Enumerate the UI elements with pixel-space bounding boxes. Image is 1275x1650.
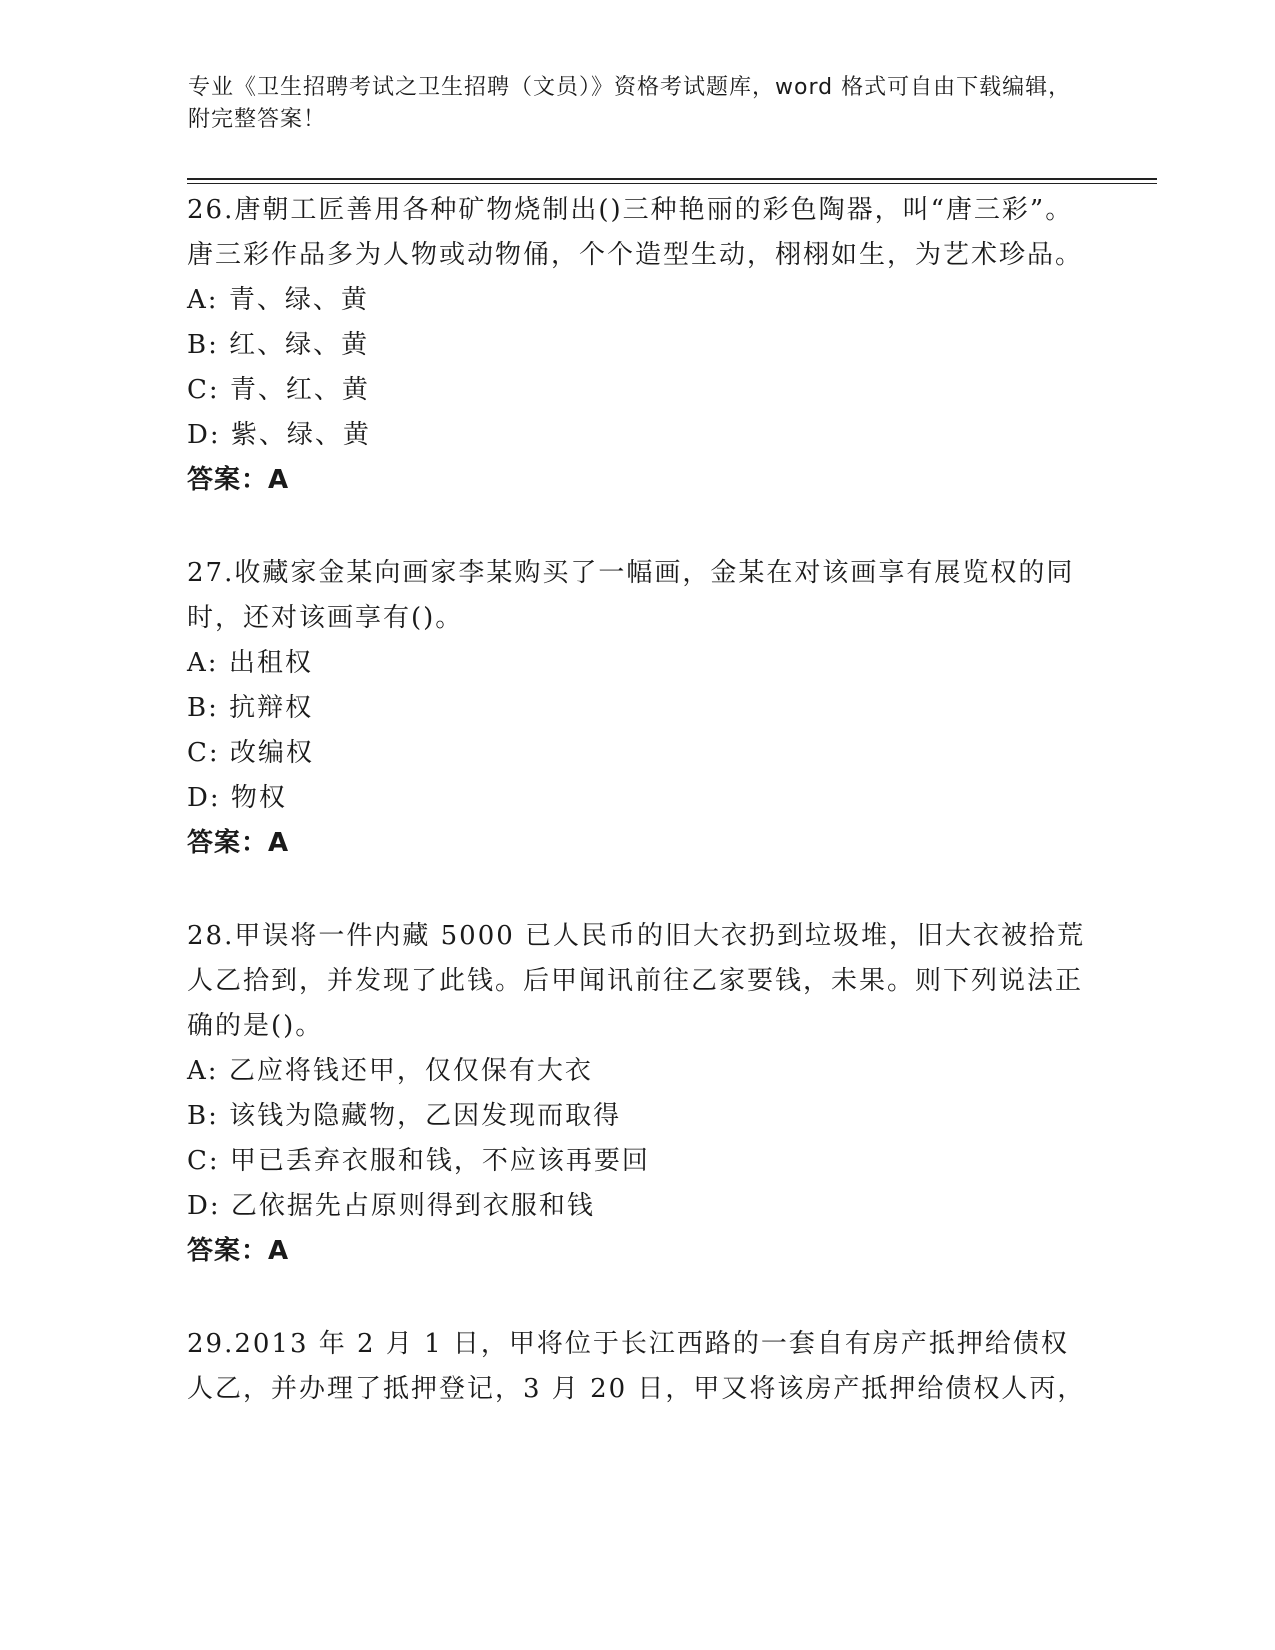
option-key: B: xyxy=(187,1101,219,1131)
option-a xyxy=(187,278,1087,323)
option-b xyxy=(187,1094,1087,1139)
option-key: D: xyxy=(187,1191,221,1221)
document-header: 专业《卫生招聘考试之卫生招聘（文员）》资格考试题库，word 格式可自由下载编辑，附完整答案！ xyxy=(188,75,1072,132)
option-text: 乙依据先占原则得到衣服和钱 xyxy=(230,1191,595,1221)
option-key: A: xyxy=(187,648,219,678)
option-d xyxy=(187,1184,1087,1229)
option-d xyxy=(187,776,1087,821)
option-key: D: xyxy=(187,420,221,450)
question-29 xyxy=(187,1322,1087,1412)
option-b xyxy=(187,323,1087,368)
option-key: C: xyxy=(187,1146,220,1176)
option-c xyxy=(187,1139,1087,1184)
option-b xyxy=(187,686,1087,731)
option-text: 甲已丢弃衣服和钱，不应该再要回 xyxy=(229,1146,650,1176)
option-text: 青、绿、黄 xyxy=(228,285,369,315)
option-text: 该钱为隐藏物，乙因发现而取得 xyxy=(229,1101,622,1131)
option-key: B: xyxy=(187,693,219,723)
option-c xyxy=(187,368,1087,413)
answer-line: 答案：A xyxy=(187,1236,290,1266)
option-text: 红、绿、黄 xyxy=(229,330,370,360)
option-text: 青、红、黄 xyxy=(229,375,370,405)
question-27 xyxy=(187,551,1087,866)
answer-line: 答案：A xyxy=(187,465,290,495)
header-divider-thin xyxy=(187,183,1157,184)
question-stem: 28.甲误将一件内藏 5000 已人民币的旧大衣扔到垃圾堆，旧大衣被拾荒人乙拾到，并发现了此钱。后甲闻讯前往乙家要钱，未果。则下列说法正确的是()。 xyxy=(187,921,1086,1041)
option-a xyxy=(187,1049,1087,1094)
question-stem: 29.2013 年 2 月 1 日，甲将位于长江西路的一套自有房产抵押给债权人乙，并办理了抵押登记，3 月 20 日，甲又将该房产抵押给债权人丙， xyxy=(187,1329,1086,1404)
option-text: 乙应将钱还甲，仅仅保有大衣 xyxy=(228,1056,593,1086)
option-a xyxy=(187,641,1087,686)
option-text: 出租权 xyxy=(228,648,313,678)
question-stem: 27.收藏家金某向画家李某购买了一幅画，金某在对该画享有展览权的同时，还对该画享有()。 xyxy=(187,558,1075,633)
option-text: 紫、绿、黄 xyxy=(230,420,371,450)
option-key: D: xyxy=(187,783,221,813)
option-text: 抗辩权 xyxy=(229,693,314,723)
question-stem: 26.唐朝工匠善用各种矿物烧制出()三种艳丽的彩色陶器，叫“唐三彩”。唐三彩作品多为人物或动物俑，个个造型生动，栩栩如生，为艺术珍品。 xyxy=(187,195,1084,270)
option-text: 物权 xyxy=(230,783,287,813)
answer-line: 答案：A xyxy=(187,828,290,858)
question-26 xyxy=(187,188,1087,503)
option-d xyxy=(187,413,1087,458)
option-c xyxy=(187,731,1087,776)
question-28 xyxy=(187,914,1087,1274)
option-key: C: xyxy=(187,375,220,405)
option-key: A: xyxy=(187,1056,219,1086)
question-list xyxy=(187,188,1087,1460)
option-key: B: xyxy=(187,330,219,360)
header-divider-thick xyxy=(187,178,1157,180)
option-key: A: xyxy=(187,285,219,315)
option-text: 改编权 xyxy=(229,738,314,768)
option-key: C: xyxy=(187,738,220,768)
